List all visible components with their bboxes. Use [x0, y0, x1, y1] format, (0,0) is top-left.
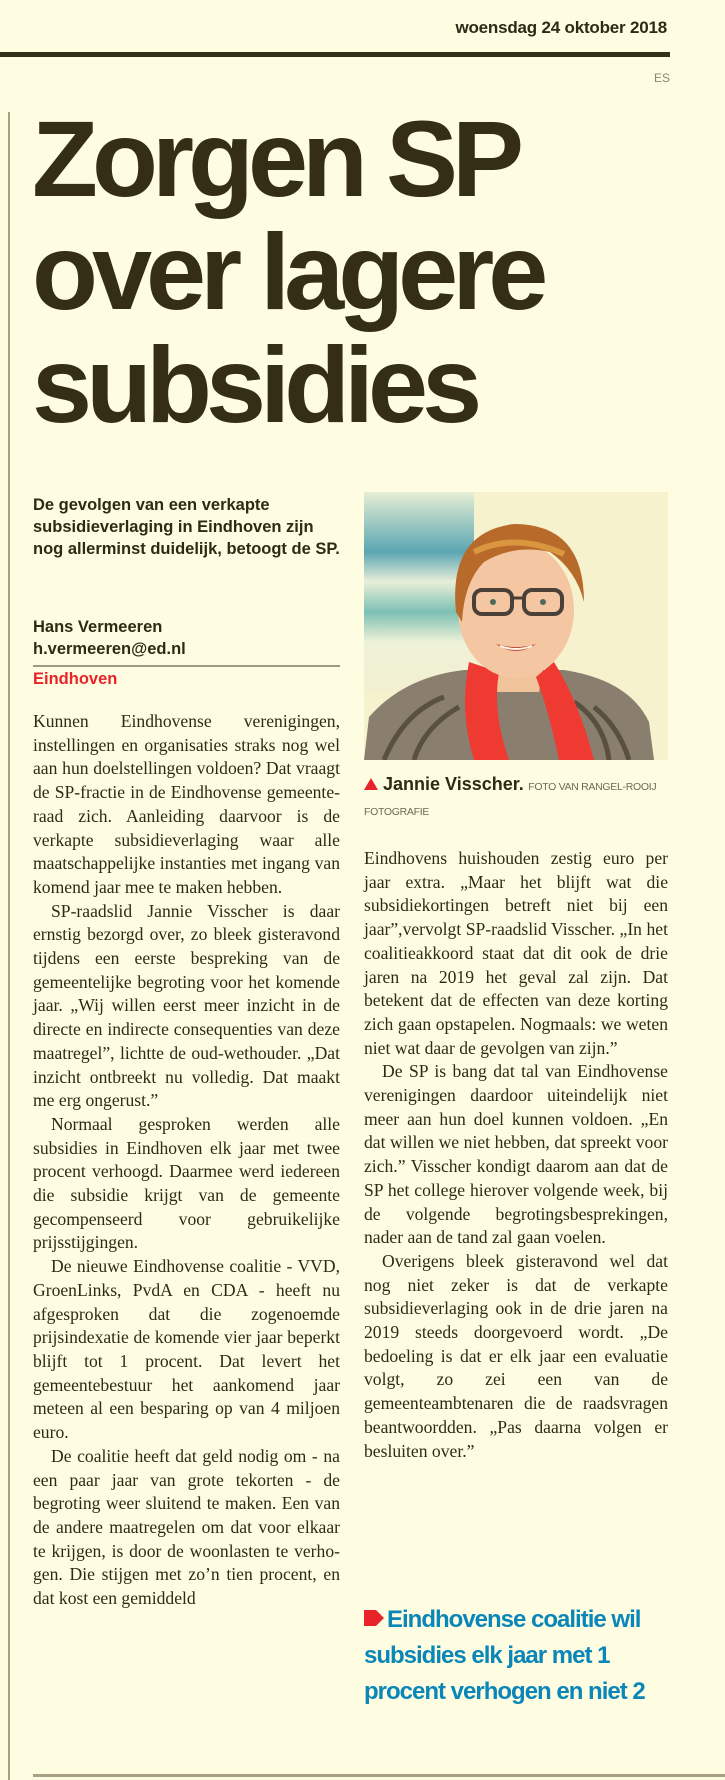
body-paragraph: SP-raadslid Jannie Visscher is daar ernstig bezorgd over, zo bleek gisteravond tijdens een eerste bespreking van de gemeentelijke begroting voor het komende jaar. „Wij willen eerst meer inzicht in de directe en indirecte consequenties van deze maatregel”, lichtte de oud-wethouder. „Dat inzicht ontbreekt nu volledig. Dat maakt me erg ongerust.”: [33, 900, 340, 1111]
caption-person-name: Jannie Visscher.: [383, 774, 524, 794]
body-paragraph: De SP is bang dat tal van Eindhovense verenigingen daardoor uiteindelijk niet meer aan hun doel kunnen voldoen. „En dat willen we niet hebben, dat spreekt voor zich.” Visscher kondigt daarom aan dat de SP het college hierover volgende week, bij de volgende begrotingsbesprekingen, nader aan de tand zal gaan voelen.: [364, 1061, 668, 1248]
article-body-column-2: [364, 847, 668, 1463]
author-name: Hans Vermeeren: [33, 618, 163, 636]
body-paragraph: Overigens bleek gisteravond wel dat nog niet zeker is dat de verkapte subsidieverlaging ook in de drie jaren na 2019 steeds doorgevoerd wordt. „De bedoeling is dat er elk jaar een evaluatie volgt, zo zei een van de gemeenteambtenaren die de raadsvragen beantwoordden. „Pas daarna volgen er besluiten over.”: [364, 1250, 668, 1461]
portrait-image: [364, 492, 668, 760]
arrow-marker-icon: [364, 1610, 384, 1626]
photo-caption: [364, 772, 684, 824]
headline-line-3: subsidies: [32, 324, 477, 445]
headline-line-2: over lagere: [32, 211, 543, 332]
headline-line-1: Zorgen SP: [32, 98, 519, 219]
article-headline: [32, 98, 543, 445]
article-intro: De gevolgen van een verkapte subsidieverlaging in Eindhoven zijn nog allerminst duidelijk, betoogt de SP.: [33, 496, 340, 558]
body-paragraph: Eindhovens huishouden zestig euro per jaar extra. „Maar het blijft wat die subsidiekortingen betreft niet bij een jaar”,vervolgt SP-raadslid Visscher. „In het coalitieakkoord staat dat dit ook de drie jaren na 2019 het geval zal zijn. Dat betekent dat de effecten van deze korting zich gaan opstapelen. Nogmaals: we weten niet wat daar de gevolgen van zijn.”: [364, 848, 668, 1058]
author-email[interactable]: h.vermeeren@ed.nl: [33, 640, 186, 658]
caption-triangle-icon: [364, 778, 378, 790]
photo-credit: FOTO VAN RANGEL-ROOIJ FOTOGRAFIE: [364, 781, 657, 818]
body-paragraph: Kunnen Eindhovense verenigingen, instellingen en organisaties straks nog wel aan hun doelstellingen voldoen? Dat vraagt de SP-fractie in de Eindhovense gemeenteraad zich. Aanleiding daarvoor is de verkapte subsidieverlaging waar alle maatschappelijke instanties met ingang van komend jaar mee te maken hebben.: [33, 711, 340, 897]
location-tag: Eindhoven: [33, 670, 118, 688]
byline: [33, 616, 186, 660]
pull-quote: [364, 1602, 664, 1710]
article-photo: [364, 492, 668, 760]
body-paragraph: De nieuwe Eindhovense coalitie - VVD, GroenLinks, PvdA en CDA - heeft nu afgesproken dat die zogenoemde prijsindexatie de komende vier jaar beperkt blijft tot 1 procent. Dat levert het gemeentebestuur het aankomend jaar meteen al een besparing op van 4 miljoen euro.: [33, 1256, 340, 1443]
body-paragraph: De coalitie heeft dat geld nodig om - na een paar jaar van grote tekorten - de begroting weer sluitend te maken. Een van de andere maatregelen om dat voor elkaar te krijgen, is door de woonlasten te verhogen. Die stijgen met zo’n tien procent, en dat kost een gemiddeld: [33, 1445, 340, 1609]
header-rule: [0, 52, 670, 57]
body-paragraph: Normaal gesproken werden alle subsidies in Eindhoven elk jaar met twee procent verhoogd. Daarmee werd iedereen die subsidie krijgt van de gemeente gecompenseerd voor gebruikelijke prijsstijgingen.: [33, 1113, 340, 1253]
publication-date: woensdag 24 oktober 2018: [455, 18, 667, 37]
article-body-column-1: [33, 710, 340, 1611]
bottom-rule: [33, 1774, 725, 1777]
edition-code: ES: [653, 71, 670, 85]
byline-divider: [33, 665, 340, 667]
pull-quote-text: Eindhovense coalitie wil subsidies elk jaar met 1 procent verhogen en niet 2: [364, 1606, 645, 1705]
left-column-rule: [8, 112, 10, 1780]
